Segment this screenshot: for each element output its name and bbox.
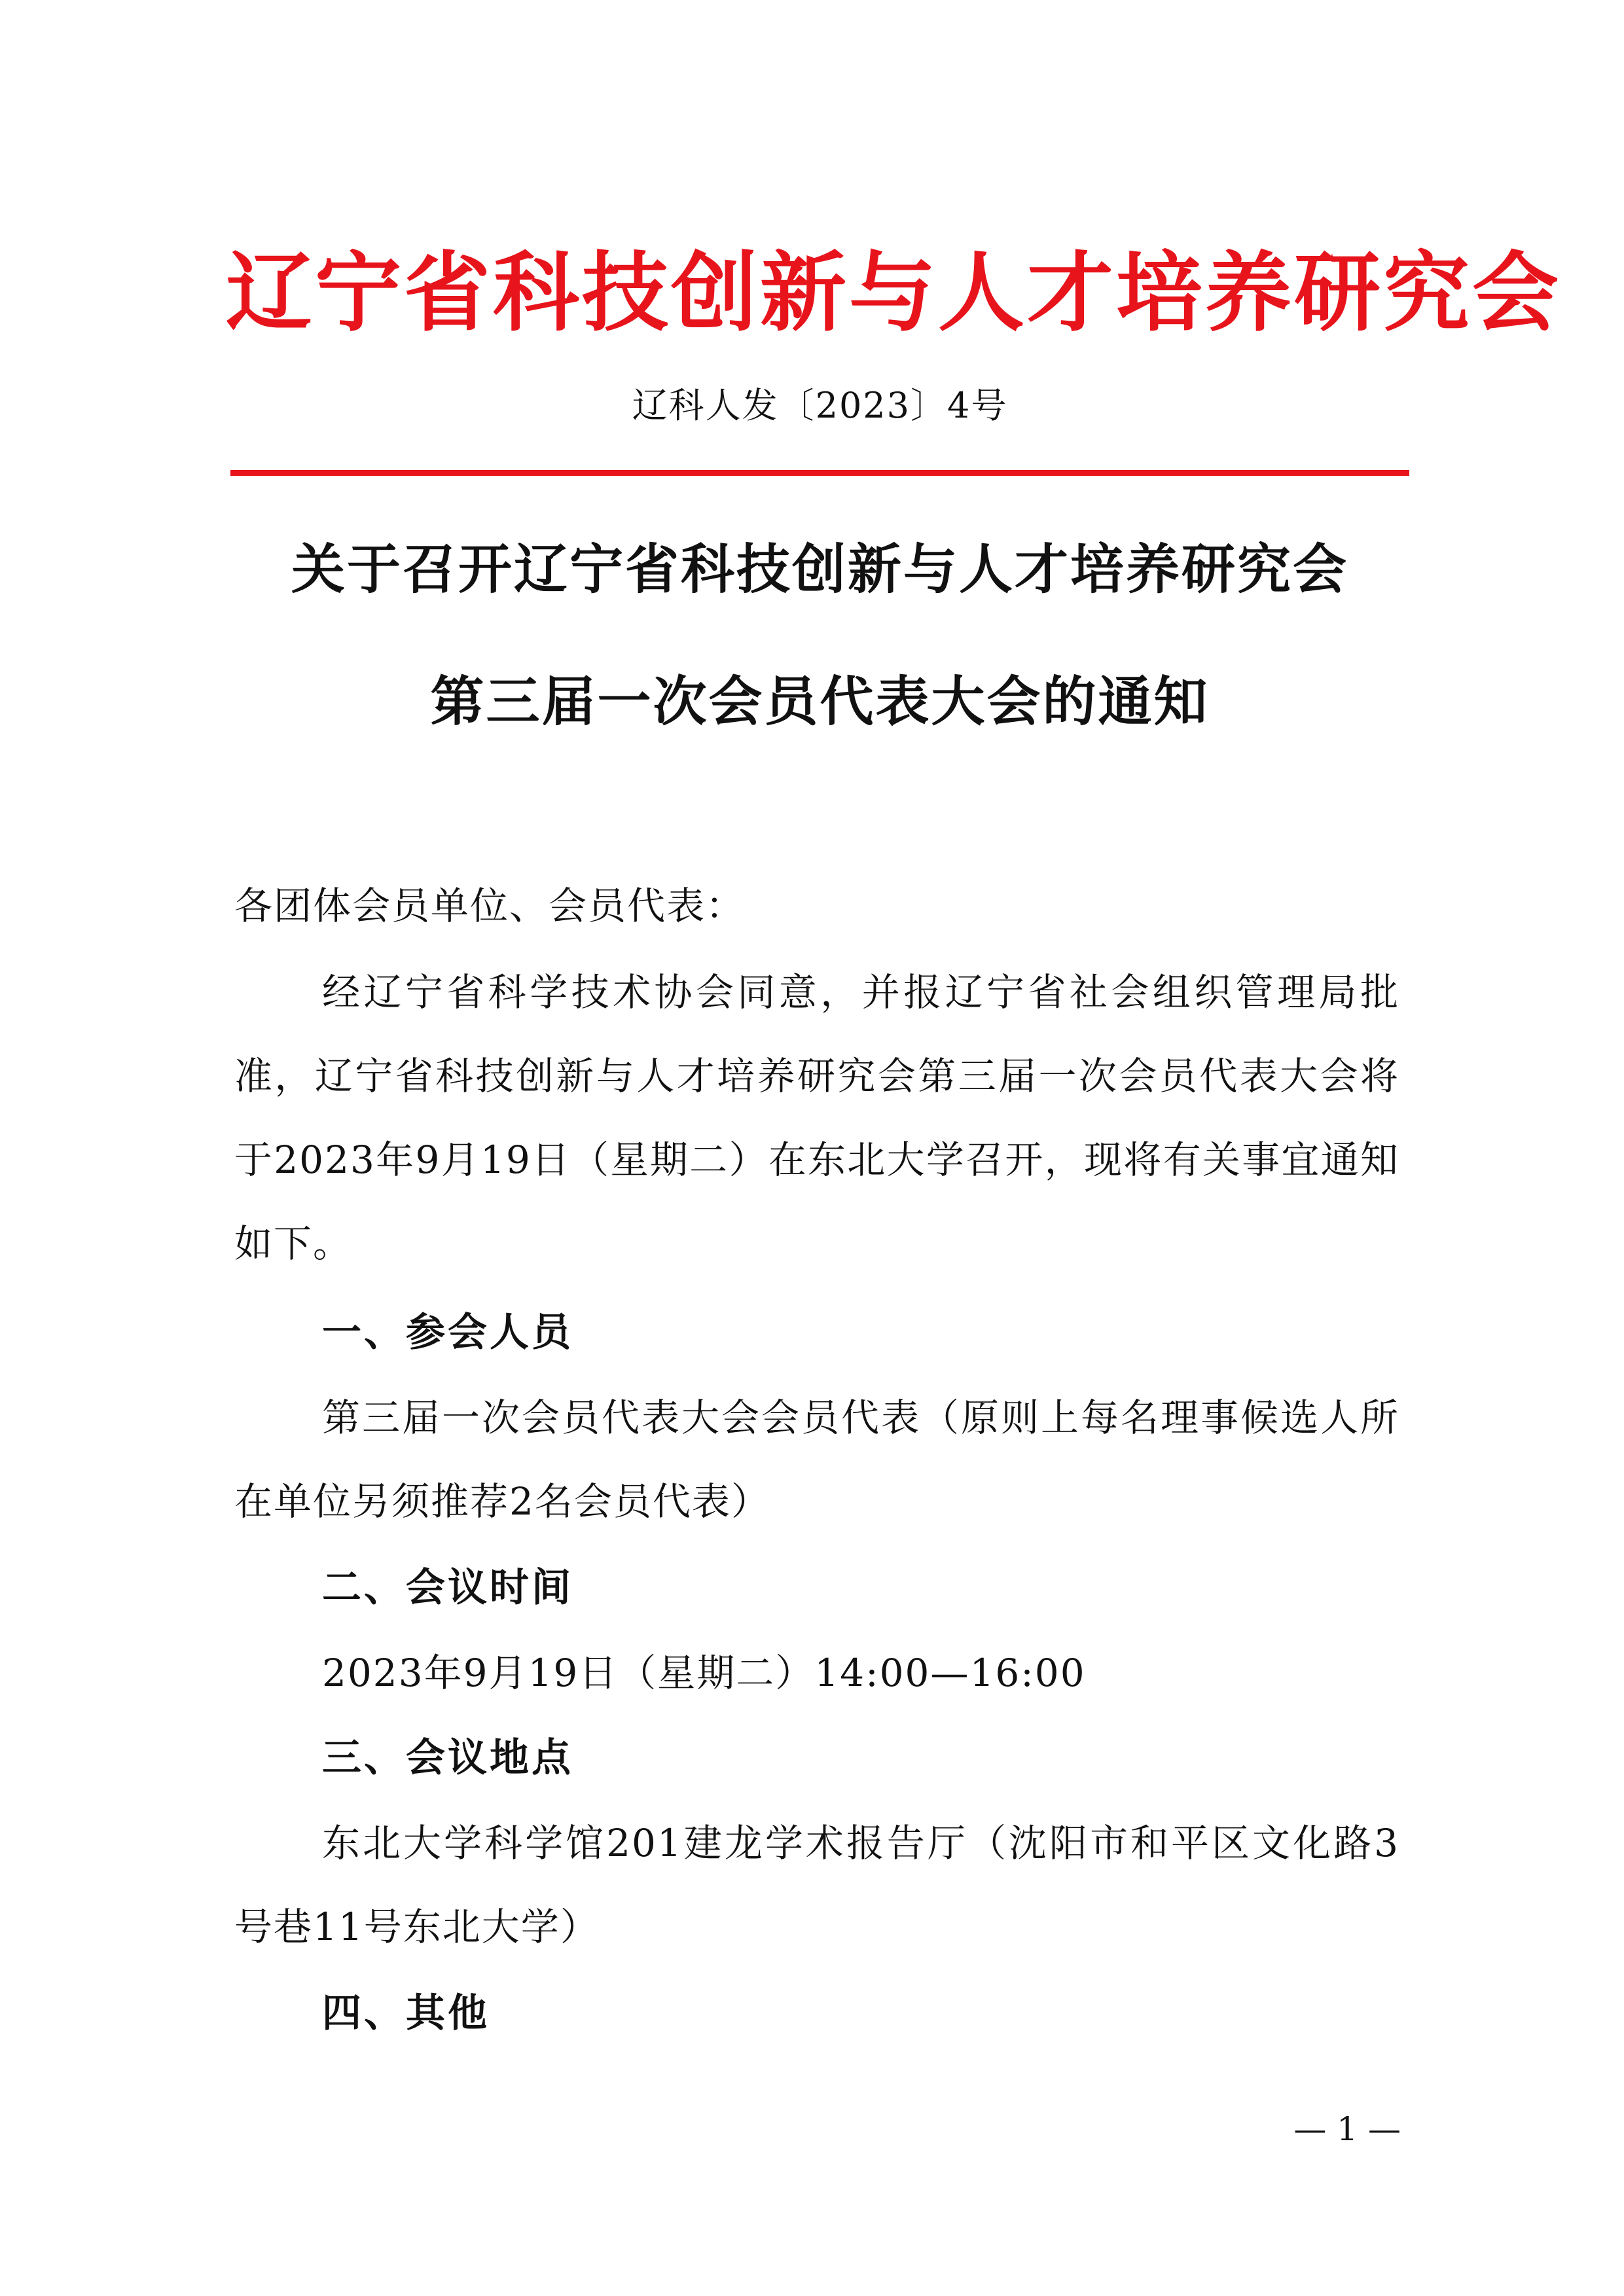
- header-divider: [230, 470, 1409, 476]
- section-text-attendees: 第三届一次会员代表大会会员代表（原则上每名理事候选人所在单位另须推荐2名会员代表）: [234, 1395, 1399, 1524]
- section-heading-location: 三、会议地点: [322, 1735, 573, 1781]
- intro-paragraph: 经辽宁省科学技术协会同意，并报辽宁省社会组织管理局批准，辽宁省科技创新与人才培养研究会第三届一次会员代表大会将于2023年9月19日（星期二）在东北大学召开，现将有关事宜通知如下。: [234, 970, 1399, 1266]
- notice-title-line-1: 关于召开辽宁省科技创新与人才培养研究会: [291, 538, 1348, 601]
- organization-header: 辽宁省科技创新与人才培养研究会: [226, 242, 1561, 344]
- notice-title-line-2: 第三届一次会员代表大会的通知: [430, 670, 1210, 733]
- document-number: 辽科人发〔2023〕4号: [632, 385, 1008, 426]
- section-heading-time: 二、会议时间: [322, 1565, 573, 1611]
- salutation: 各团体会员单位、会员代表：: [234, 884, 746, 928]
- section-text-location: 东北大学科学馆201建龙学术报告厅（沈阳市和平区文化路3号巷11号东北大学）: [234, 1821, 1399, 1949]
- section-heading-other: 四、其他: [322, 1990, 490, 2036]
- page-number: — 1 —: [1293, 2110, 1401, 2148]
- section-text-time: 2023年9月19日（星期二）14:00—16:00: [322, 1651, 1086, 1695]
- section-heading-attendees: 一、参会人员: [322, 1310, 573, 1355]
